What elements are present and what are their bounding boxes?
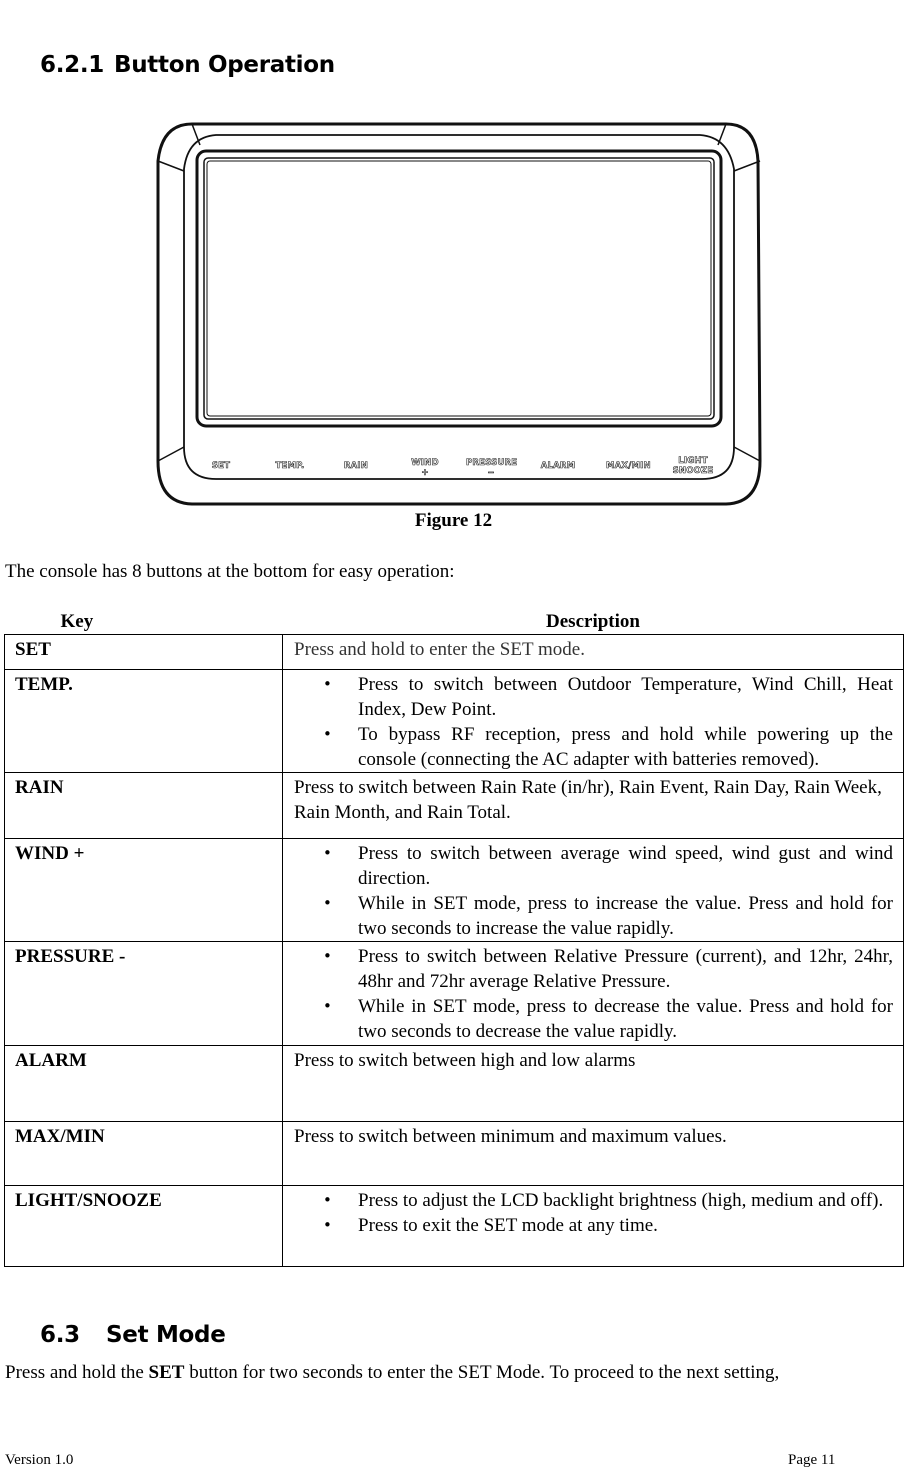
table-row — [5, 773, 904, 839]
light-snooze-button-label: LIGHT SNOOZE — [672, 456, 714, 476]
row-description: Press to switch between Rain Rate (in/hr), Rain Event, Rain Day, Rain Week, Rain Month, and Rain Total. — [283, 773, 904, 839]
table-row — [5, 839, 904, 942]
list-item: • Press to adjust the LCD backlight brightness (high, medium and off). — [358, 1188, 893, 1213]
row-description — [283, 1186, 904, 1267]
alarm-button-label: ALARM — [540, 461, 576, 471]
list-item: • Press to exit the SET mode at any time. — [358, 1213, 893, 1238]
console-illustration — [156, 121, 762, 507]
section-number: 6.3 — [40, 1322, 80, 1348]
row-key: TEMP. — [5, 670, 283, 773]
console-figure — [156, 121, 762, 507]
row-description: Press to switch between minimum and maximum values. — [283, 1122, 904, 1186]
table-row — [5, 942, 904, 1046]
wind-plus-button-label: WIND + — [411, 458, 439, 478]
section-title: Button Operation — [114, 52, 335, 78]
list-item: • While in SET mode, press to decrease the value. Press and hold for two seconds to decrease the value rapidly. — [358, 994, 893, 1044]
table-header-row — [5, 609, 904, 635]
figure-caption: Figure 12 — [414, 510, 493, 531]
max-min-button-label: MAX/MIN — [606, 461, 651, 471]
row-description — [283, 839, 904, 942]
section-heading-button-operation — [40, 52, 335, 78]
row-key: RAIN — [5, 773, 283, 839]
paragraph-bold: SET — [148, 1362, 185, 1383]
section-title: Set Mode — [106, 1322, 226, 1348]
footer-page-number: Page 11 — [788, 1452, 836, 1468]
list-item: • To bypass RF reception, press and hold while powering up the console (connecting the AC adapter with batteries removed). — [358, 722, 893, 772]
set-mode-paragraph — [5, 1362, 779, 1384]
button-description-table — [4, 609, 904, 1267]
row-key: ALARM — [5, 1046, 283, 1122]
row-key: LIGHT/SNOOZE — [5, 1186, 283, 1267]
row-description: Press and hold to enter the SET mode. — [283, 635, 904, 670]
row-description — [283, 942, 904, 1046]
section-number: 6.2.1 — [40, 52, 104, 78]
list-item: • Press to switch between Outdoor Temperature, Wind Chill, Heat Index, Dew Point. — [358, 672, 893, 722]
list-item: • While in SET mode, press to increase the value. Press and hold for two seconds to increase the value rapidly. — [358, 891, 893, 941]
section-heading-set-mode — [40, 1322, 226, 1348]
paragraph-text: button for two seconds to enter the SET Mode. To proceed to the next setting, — [184, 1362, 780, 1383]
list-item: • Press to switch between average wind speed, wind gust and wind direction. — [358, 841, 893, 891]
paragraph-text: Press and hold the — [5, 1362, 149, 1383]
row-key: WIND + — [5, 839, 283, 942]
set-button-label: SET — [211, 461, 231, 471]
header-key: Key — [5, 609, 283, 635]
table-row — [5, 670, 904, 773]
footer-version: Version 1.0 — [5, 1452, 74, 1468]
pressure-minus-button-label: PRESSURE − — [466, 458, 518, 478]
header-description: Description — [283, 609, 904, 635]
row-description: Press to switch between high and low alarms — [283, 1046, 904, 1122]
list-item: • Press to switch between Relative Pressure (current), and 12hr, 24hr, 48hr and 72hr average Relative Pressure. — [358, 944, 893, 994]
table-row — [5, 1186, 904, 1267]
row-key: MAX/MIN — [5, 1122, 283, 1186]
table-row — [5, 1046, 904, 1122]
table-row — [5, 1122, 904, 1186]
temp-button-label: TEMP. — [275, 461, 305, 471]
rain-button-label: RAIN — [343, 461, 369, 471]
table-row — [5, 635, 904, 670]
row-key: PRESSURE - — [5, 942, 283, 1046]
row-description — [283, 670, 904, 773]
intro-text: The console has 8 buttons at the bottom for easy operation: — [5, 561, 455, 582]
row-key: SET — [5, 635, 283, 670]
